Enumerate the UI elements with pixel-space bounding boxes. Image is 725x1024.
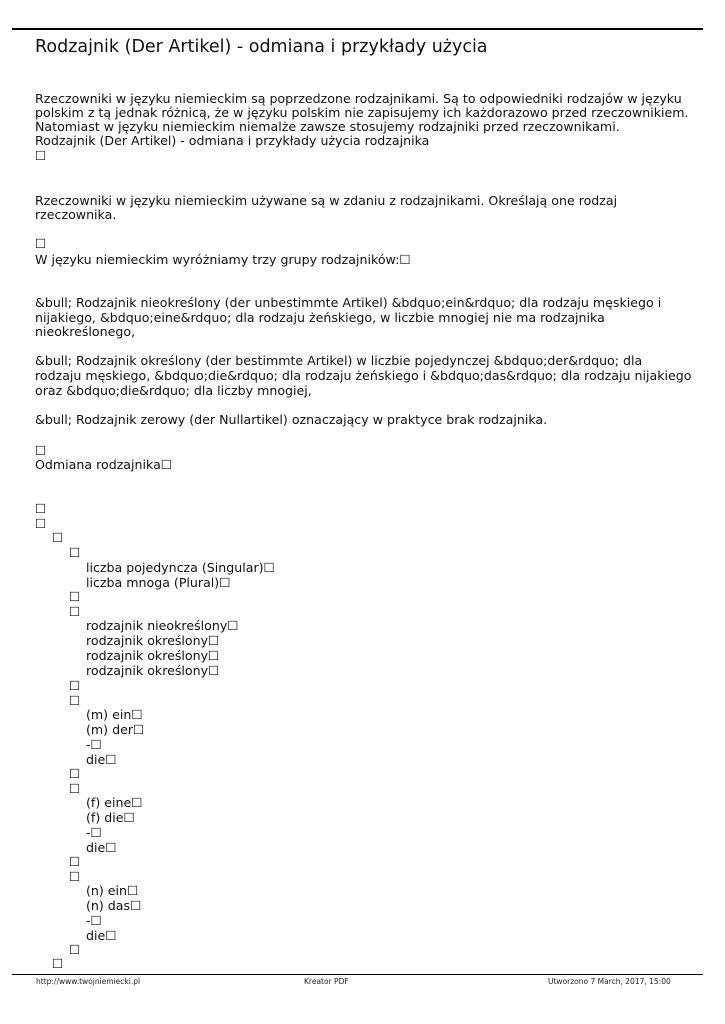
text-line: rodzaju męskiego, &bdquo;die&rdquo; dla rodzaju żeńskiego i &bdquo;das&rdquo; dla rodzaju nijakiego [35, 368, 692, 383]
text-line: rodzajnik określony☐ [86, 663, 220, 678]
text-line: ☐ [69, 869, 81, 884]
page-title: Rodzajnik (Der Artikel) - odmiana i przykłady użycia [35, 37, 488, 57]
text-line: -☐ [86, 825, 102, 840]
text-line: ☐ [69, 766, 81, 781]
text-line: rodzajnik określony☐ [86, 648, 220, 663]
text-line: rzeczownika. [35, 207, 117, 222]
text-line: rodzajnik nieokreślony☐ [86, 618, 239, 633]
text-line: die☐ [86, 840, 117, 855]
text-line: W języku niemieckim wyróżniamy trzy grupy rodzajników:☐ [35, 252, 411, 267]
text-line: Rzeczowniki w języku niemieckim używane są w zdaniu z rodzajnikami. Określają one rodzaj [35, 193, 618, 208]
text-line: ☐ [69, 781, 81, 796]
text-line: ☐ [69, 942, 81, 957]
footer-rule [12, 974, 703, 975]
text-line: ☐ [69, 545, 81, 560]
text-line: liczba mnoga (Plural)☐ [86, 575, 231, 590]
text-line: ☐ [35, 236, 47, 251]
text-line: (f) die☐ [86, 810, 135, 825]
text-line: -☐ [86, 913, 102, 928]
text-line: die☐ [86, 752, 117, 767]
text-line: ☐ [35, 443, 47, 458]
text-line: (n) ein☐ [86, 883, 139, 898]
text-line: &bull; Rodzajnik zerowy (der Nullartikel) oznaczający w praktyce brak rodzajnika. [35, 412, 548, 427]
text-line: Rodzajnik (Der Artikel) - odmiana i przykłady użycia rodzajnika [35, 133, 430, 148]
text-line: (m) der☐ [86, 722, 145, 737]
text-line: polskim z tą jednak różnicą, że w języku polskim nie zapisujemy ich każdorazowo przed rzeczownikiem. [35, 105, 689, 120]
text-line: nieokreślonego, [35, 324, 136, 339]
text-line: nijakiego, &bdquo;eine&rdquo; dla rodzaju żeńskiego, w liczbie mnogiej nie ma rodzajnika [35, 310, 605, 325]
text-line: (n) das☐ [86, 898, 142, 913]
text-line: ☐ [52, 956, 64, 971]
text-line: oraz &bdquo;die&rdquo; dla liczby mnogiej, [35, 383, 312, 398]
footer-generator: Kreator PDF [304, 977, 349, 986]
text-line: Natomiast w języku niemieckim niemalże zawsze stosujemy rodzajniki przed rzeczownikami. [35, 119, 620, 134]
text-line: Rzeczowniki w języku niemieckim są poprzedzone rodzajnikami. Są to odpowiedniki rodzajów w języku [35, 91, 682, 106]
text-line: ☐ [35, 148, 47, 163]
text-line: (f) eine☐ [86, 795, 143, 810]
text-line: ☐ [35, 501, 47, 516]
text-line: (m) ein☐ [86, 707, 143, 722]
text-line: -☐ [86, 737, 102, 752]
footer-url: http://www.twojniemiecki.pl [36, 977, 141, 986]
text-line: die☐ [86, 928, 117, 943]
text-line: ☐ [69, 589, 81, 604]
top-rule [12, 28, 703, 30]
text-line: ☐ [52, 530, 64, 545]
text-line: ☐ [35, 516, 47, 531]
footer-date: Utworzono 7 March, 2017, 15:00 [548, 977, 671, 986]
text-line: ☐ [69, 693, 81, 708]
text-line: rodzajnik określony☐ [86, 633, 220, 648]
text-line: liczba pojedyncza (Singular)☐ [86, 560, 275, 575]
text-line: ☐ [69, 604, 81, 619]
text-line: ☐ [69, 854, 81, 869]
text-line: &bull; Rodzajnik nieokreślony (der unbestimmte Artikel) &bdquo;ein&rdquo; dla rodzaju męskiego i [35, 295, 662, 310]
text-line: Odmiana rodzajnika☐ [35, 457, 173, 472]
text-line: ☐ [69, 678, 81, 693]
text-line: &bull; Rodzajnik określony (der bestimmte Artikel) w liczbie pojedynczej &bdquo;der&rdquo; dla [35, 353, 643, 368]
